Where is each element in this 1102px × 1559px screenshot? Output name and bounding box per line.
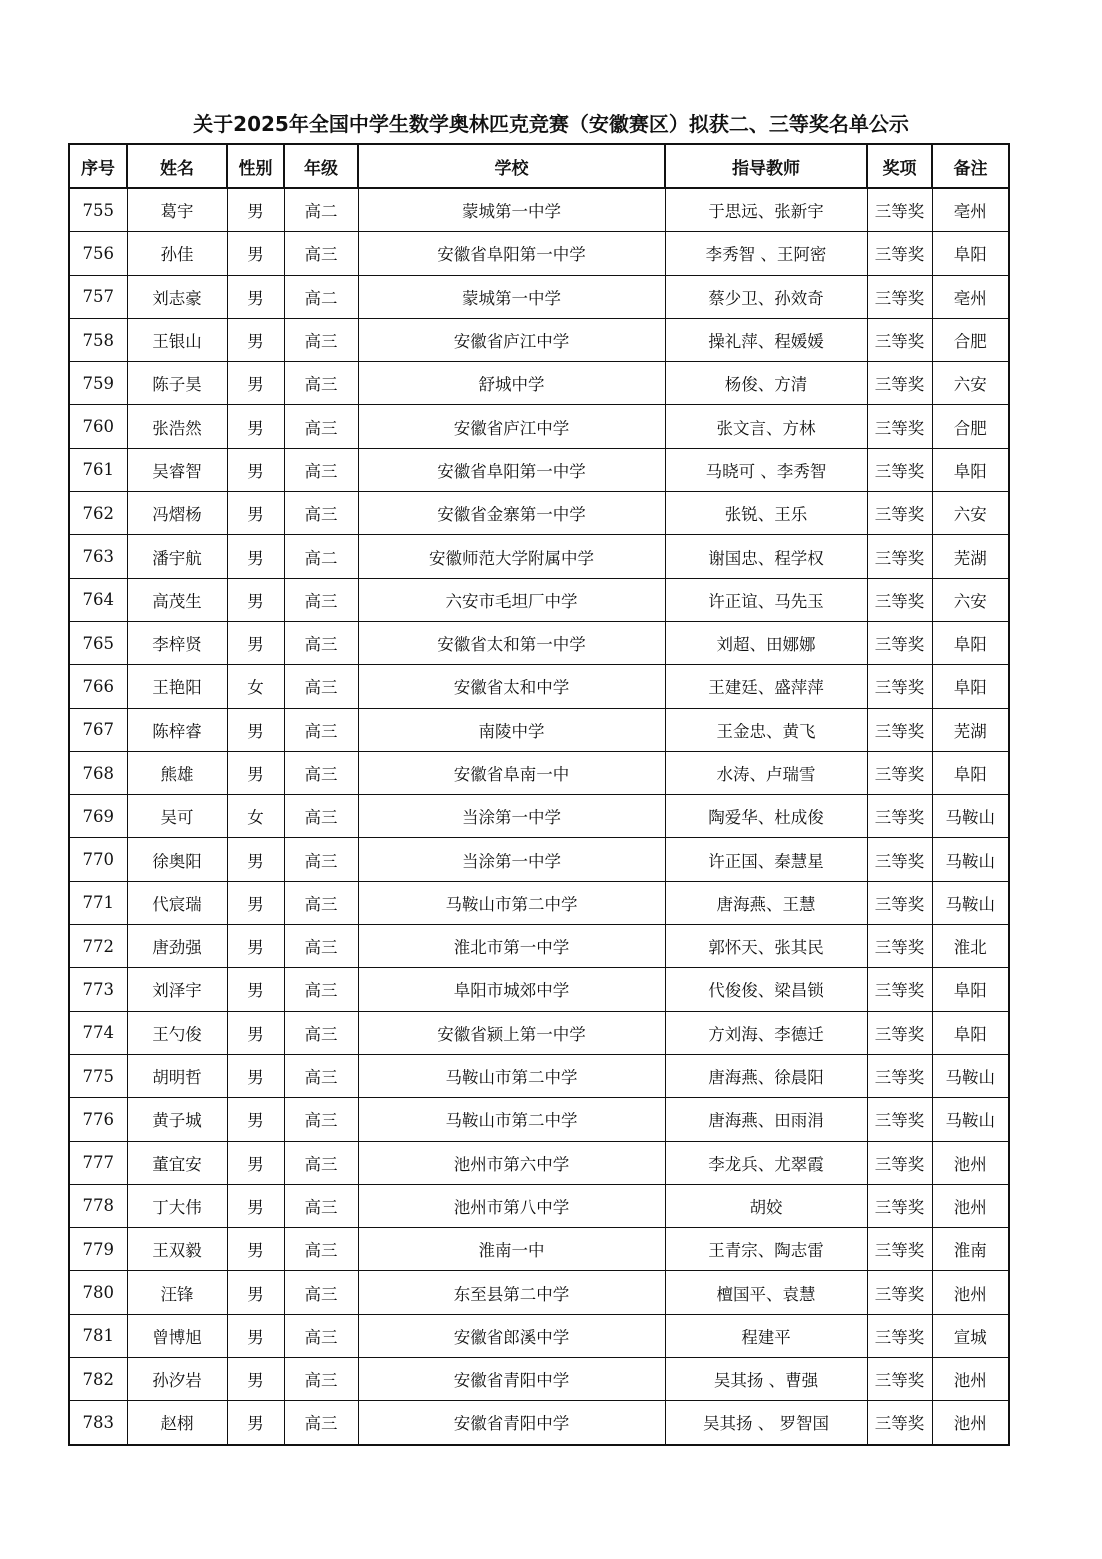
cell-instructor: 郭怀天、张其民 xyxy=(665,925,867,968)
cell-grade: 高二 xyxy=(284,188,358,232)
cell-name: 王银山 xyxy=(127,318,227,361)
cell-grade: 高三 xyxy=(284,1271,358,1314)
cell-school: 淮北市第一中学 xyxy=(358,925,665,968)
cell-school: 当涂第一中学 xyxy=(358,795,665,838)
table-row xyxy=(69,362,1009,405)
cell-gender: 女 xyxy=(227,665,284,708)
cell-school: 安徽省太和中学 xyxy=(358,665,665,708)
cell-serial-number: 765 xyxy=(69,621,127,664)
cell-school: 当涂第一中学 xyxy=(358,838,665,881)
cell-serial-number: 755 xyxy=(69,188,127,232)
cell-instructor: 刘超、田娜娜 xyxy=(665,621,867,664)
cell-grade: 高三 xyxy=(284,232,358,275)
cell-serial-number: 769 xyxy=(69,795,127,838)
cell-remark: 马鞍山 xyxy=(932,795,1009,838)
cell-school: 安徽省青阳中学 xyxy=(358,1401,665,1445)
cell-grade: 高三 xyxy=(284,578,358,621)
cell-instructor: 于思远、张新宇 xyxy=(665,188,867,232)
cell-instructor: 李龙兵、尤翠霞 xyxy=(665,1141,867,1184)
cell-name: 吴可 xyxy=(127,795,227,838)
cell-remark: 马鞍山 xyxy=(932,838,1009,881)
table-row xyxy=(69,751,1009,794)
cell-grade: 高三 xyxy=(284,838,358,881)
cell-award: 三等奖 xyxy=(867,275,932,318)
cell-name: 徐奥阳 xyxy=(127,838,227,881)
table-row xyxy=(69,1271,1009,1314)
cell-serial-number: 759 xyxy=(69,362,127,405)
cell-name: 冯熠杨 xyxy=(127,492,227,535)
cell-gender: 男 xyxy=(227,838,284,881)
cell-name: 吴睿智 xyxy=(127,448,227,491)
cell-serial-number: 771 xyxy=(69,881,127,924)
cell-name: 董宜安 xyxy=(127,1141,227,1184)
table-row xyxy=(69,1228,1009,1271)
cell-gender: 男 xyxy=(227,1401,284,1445)
cell-award: 三等奖 xyxy=(867,751,932,794)
cell-instructor: 张锐、王乐 xyxy=(665,492,867,535)
cell-award: 三等奖 xyxy=(867,492,932,535)
cell-name: 张浩然 xyxy=(127,405,227,448)
cell-serial-number: 782 xyxy=(69,1358,127,1401)
cell-grade: 高三 xyxy=(284,1401,358,1445)
cell-gender: 男 xyxy=(227,535,284,578)
cell-name: 曾博旭 xyxy=(127,1314,227,1357)
cell-school: 马鞍山市第二中学 xyxy=(358,1054,665,1097)
cell-grade: 高三 xyxy=(284,362,358,405)
cell-school: 阜阳市城郊中学 xyxy=(358,968,665,1011)
cell-gender: 男 xyxy=(227,751,284,794)
cell-serial-number: 772 xyxy=(69,925,127,968)
cell-gender: 男 xyxy=(227,1271,284,1314)
cell-instructor: 代俊俊、梁昌锁 xyxy=(665,968,867,1011)
cell-grade: 高三 xyxy=(284,405,358,448)
column-header-instructor: 指导教师 xyxy=(665,144,867,188)
cell-remark: 合肥 xyxy=(932,318,1009,361)
cell-serial-number: 767 xyxy=(69,708,127,751)
cell-remark: 阜阳 xyxy=(932,621,1009,664)
cell-serial-number: 775 xyxy=(69,1054,127,1097)
cell-serial-number: 776 xyxy=(69,1098,127,1141)
column-header-gender: 性别 xyxy=(227,144,284,188)
cell-name: 黄子城 xyxy=(127,1098,227,1141)
cell-name: 王艳阳 xyxy=(127,665,227,708)
cell-school: 安徽省金寨第一中学 xyxy=(358,492,665,535)
cell-school: 安徽师范大学附属中学 xyxy=(358,535,665,578)
cell-serial-number: 778 xyxy=(69,1184,127,1227)
cell-gender: 男 xyxy=(227,275,284,318)
cell-grade: 高三 xyxy=(284,448,358,491)
cell-grade: 高三 xyxy=(284,318,358,361)
cell-instructor: 胡姣 xyxy=(665,1184,867,1227)
column-header-award: 奖项 xyxy=(867,144,932,188)
cell-remark: 池州 xyxy=(932,1184,1009,1227)
cell-serial-number: 758 xyxy=(69,318,127,361)
table-row xyxy=(69,1054,1009,1097)
cell-award: 三等奖 xyxy=(867,925,932,968)
cell-grade: 高三 xyxy=(284,881,358,924)
cell-name: 汪锋 xyxy=(127,1271,227,1314)
cell-grade: 高三 xyxy=(284,795,358,838)
cell-name: 熊雄 xyxy=(127,751,227,794)
cell-school: 南陵中学 xyxy=(358,708,665,751)
column-header-name: 姓名 xyxy=(127,144,227,188)
cell-award: 三等奖 xyxy=(867,578,932,621)
cell-instructor: 檀国平、袁慧 xyxy=(665,1271,867,1314)
cell-remark: 六安 xyxy=(932,362,1009,405)
cell-remark: 六安 xyxy=(932,578,1009,621)
cell-gender: 男 xyxy=(227,708,284,751)
cell-gender: 男 xyxy=(227,1054,284,1097)
cell-grade: 高三 xyxy=(284,1184,358,1227)
cell-serial-number: 768 xyxy=(69,751,127,794)
table-row xyxy=(69,1184,1009,1227)
cell-remark: 阜阳 xyxy=(932,1011,1009,1054)
cell-gender: 男 xyxy=(227,925,284,968)
cell-grade: 高三 xyxy=(284,968,358,1011)
table-header-row xyxy=(69,144,1009,188)
cell-gender: 男 xyxy=(227,448,284,491)
cell-school: 舒城中学 xyxy=(358,362,665,405)
cell-gender: 男 xyxy=(227,1228,284,1271)
cell-grade: 高三 xyxy=(284,751,358,794)
table-row xyxy=(69,318,1009,361)
cell-instructor: 吴其扬 、 罗智国 xyxy=(665,1401,867,1445)
cell-gender: 男 xyxy=(227,1011,284,1054)
column-header-grade: 年级 xyxy=(284,144,358,188)
cell-school: 蒙城第一中学 xyxy=(358,188,665,232)
cell-gender: 男 xyxy=(227,492,284,535)
cell-name: 王勺俊 xyxy=(127,1011,227,1054)
cell-grade: 高三 xyxy=(284,1011,358,1054)
cell-serial-number: 764 xyxy=(69,578,127,621)
cell-school: 安徽省郎溪中学 xyxy=(358,1314,665,1357)
cell-grade: 高二 xyxy=(284,535,358,578)
page-title: 关于2025年全国中学生数学奥林匹克竞赛（安徽赛区）拟获二、三等奖名单公示 xyxy=(193,112,909,136)
cell-school: 安徽省阜南一中 xyxy=(358,751,665,794)
cell-name: 赵栩 xyxy=(127,1401,227,1445)
cell-remark: 亳州 xyxy=(932,188,1009,232)
cell-instructor: 许正谊、马先玉 xyxy=(665,578,867,621)
cell-gender: 男 xyxy=(227,1358,284,1401)
cell-award: 三等奖 xyxy=(867,1271,932,1314)
cell-instructor: 张文言、方林 xyxy=(665,405,867,448)
cell-award: 三等奖 xyxy=(867,1228,932,1271)
cell-award: 三等奖 xyxy=(867,795,932,838)
cell-award: 三等奖 xyxy=(867,1401,932,1445)
cell-remark: 池州 xyxy=(932,1141,1009,1184)
cell-remark: 阜阳 xyxy=(932,751,1009,794)
cell-name: 丁大伟 xyxy=(127,1184,227,1227)
cell-instructor: 唐海燕、徐晨阳 xyxy=(665,1054,867,1097)
cell-name: 胡明哲 xyxy=(127,1054,227,1097)
cell-grade: 高三 xyxy=(284,1141,358,1184)
cell-school: 马鞍山市第二中学 xyxy=(358,881,665,924)
cell-gender: 男 xyxy=(227,318,284,361)
table-row xyxy=(69,968,1009,1011)
table-row xyxy=(69,535,1009,578)
cell-grade: 高三 xyxy=(284,492,358,535)
table-row xyxy=(69,275,1009,318)
cell-name: 潘宇航 xyxy=(127,535,227,578)
cell-name: 刘志豪 xyxy=(127,275,227,318)
cell-grade: 高三 xyxy=(284,1098,358,1141)
cell-serial-number: 783 xyxy=(69,1401,127,1445)
cell-award: 三等奖 xyxy=(867,232,932,275)
cell-grade: 高三 xyxy=(284,708,358,751)
cell-instructor: 王金忠、黄飞 xyxy=(665,708,867,751)
cell-serial-number: 763 xyxy=(69,535,127,578)
cell-school: 池州市第八中学 xyxy=(358,1184,665,1227)
table-row xyxy=(69,838,1009,881)
cell-remark: 阜阳 xyxy=(932,968,1009,1011)
cell-award: 三等奖 xyxy=(867,535,932,578)
cell-school: 安徽省庐江中学 xyxy=(358,405,665,448)
cell-school: 安徽省青阳中学 xyxy=(358,1358,665,1401)
cell-gender: 男 xyxy=(227,621,284,664)
cell-serial-number: 781 xyxy=(69,1314,127,1357)
cell-name: 唐劲强 xyxy=(127,925,227,968)
cell-gender: 男 xyxy=(227,1314,284,1357)
cell-school: 安徽省阜阳第一中学 xyxy=(358,448,665,491)
cell-gender: 男 xyxy=(227,578,284,621)
table-row xyxy=(69,665,1009,708)
cell-instructor: 谢国忠、程学权 xyxy=(665,535,867,578)
cell-award: 三等奖 xyxy=(867,1098,932,1141)
cell-award: 三等奖 xyxy=(867,1141,932,1184)
cell-serial-number: 779 xyxy=(69,1228,127,1271)
cell-serial-number: 773 xyxy=(69,968,127,1011)
cell-instructor: 王青宗、陶志雷 xyxy=(665,1228,867,1271)
cell-name: 高茂生 xyxy=(127,578,227,621)
cell-serial-number: 757 xyxy=(69,275,127,318)
cell-serial-number: 762 xyxy=(69,492,127,535)
cell-award: 三等奖 xyxy=(867,1011,932,1054)
cell-school: 池州市第六中学 xyxy=(358,1141,665,1184)
column-header-remark: 备注 xyxy=(932,144,1009,188)
table-row xyxy=(69,881,1009,924)
cell-name: 孙汐岩 xyxy=(127,1358,227,1401)
cell-serial-number: 760 xyxy=(69,405,127,448)
cell-school: 安徽省庐江中学 xyxy=(358,318,665,361)
cell-serial-number: 766 xyxy=(69,665,127,708)
cell-remark: 池州 xyxy=(932,1401,1009,1445)
cell-award: 三等奖 xyxy=(867,665,932,708)
cell-school: 马鞍山市第二中学 xyxy=(358,1098,665,1141)
cell-instructor: 方刘海、李德迁 xyxy=(665,1011,867,1054)
table-row xyxy=(69,492,1009,535)
cell-name: 刘泽宇 xyxy=(127,968,227,1011)
cell-school: 淮南一中 xyxy=(358,1228,665,1271)
cell-award: 三等奖 xyxy=(867,838,932,881)
cell-gender: 女 xyxy=(227,795,284,838)
cell-name: 王双毅 xyxy=(127,1228,227,1271)
cell-award: 三等奖 xyxy=(867,1358,932,1401)
cell-instructor: 水涛、卢瑞雪 xyxy=(665,751,867,794)
table-row xyxy=(69,1358,1009,1401)
table-row xyxy=(69,1141,1009,1184)
cell-name: 葛宇 xyxy=(127,188,227,232)
cell-remark: 芜湖 xyxy=(932,535,1009,578)
cell-name: 陈梓睿 xyxy=(127,708,227,751)
cell-gender: 男 xyxy=(227,1098,284,1141)
cell-school: 安徽省颍上第一中学 xyxy=(358,1011,665,1054)
cell-instructor: 吴其扬 、曹强 xyxy=(665,1358,867,1401)
table-row xyxy=(69,1401,1009,1445)
cell-remark: 芜湖 xyxy=(932,708,1009,751)
cell-remark: 马鞍山 xyxy=(932,881,1009,924)
cell-name: 陈子昊 xyxy=(127,362,227,405)
table-row xyxy=(69,621,1009,664)
cell-instructor: 陶爱华、杜成俊 xyxy=(665,795,867,838)
cell-serial-number: 770 xyxy=(69,838,127,881)
cell-award: 三等奖 xyxy=(867,318,932,361)
cell-remark: 马鞍山 xyxy=(932,1098,1009,1141)
cell-serial-number: 774 xyxy=(69,1011,127,1054)
cell-serial-number: 780 xyxy=(69,1271,127,1314)
cell-school: 蒙城第一中学 xyxy=(358,275,665,318)
cell-serial-number: 761 xyxy=(69,448,127,491)
cell-gender: 男 xyxy=(227,1141,284,1184)
cell-grade: 高三 xyxy=(284,665,358,708)
cell-gender: 男 xyxy=(227,968,284,1011)
cell-gender: 男 xyxy=(227,405,284,448)
table-row xyxy=(69,925,1009,968)
cell-remark: 亳州 xyxy=(932,275,1009,318)
table-row xyxy=(69,578,1009,621)
cell-instructor: 唐海燕、王慧 xyxy=(665,881,867,924)
cell-school: 安徽省阜阳第一中学 xyxy=(358,232,665,275)
cell-award: 三等奖 xyxy=(867,188,932,232)
column-header-school: 学校 xyxy=(358,144,665,188)
cell-instructor: 操礼萍、程媛媛 xyxy=(665,318,867,361)
cell-grade: 高三 xyxy=(284,621,358,664)
cell-school: 东至县第二中学 xyxy=(358,1271,665,1314)
cell-grade: 高三 xyxy=(284,1054,358,1097)
cell-school: 安徽省太和第一中学 xyxy=(358,621,665,664)
cell-instructor: 蔡少卫、孙效奇 xyxy=(665,275,867,318)
table-row xyxy=(69,405,1009,448)
cell-remark: 宣城 xyxy=(932,1314,1009,1357)
table-row xyxy=(69,708,1009,751)
cell-instructor: 程建平 xyxy=(665,1314,867,1357)
cell-serial-number: 756 xyxy=(69,232,127,275)
cell-award: 三等奖 xyxy=(867,881,932,924)
cell-gender: 男 xyxy=(227,188,284,232)
cell-award: 三等奖 xyxy=(867,362,932,405)
table-row xyxy=(69,1314,1009,1357)
cell-instructor: 马晓可 、李秀智 xyxy=(665,448,867,491)
table-row xyxy=(69,232,1009,275)
cell-remark: 马鞍山 xyxy=(932,1054,1009,1097)
cell-remark: 六安 xyxy=(932,492,1009,535)
cell-instructor: 许正国、秦慧星 xyxy=(665,838,867,881)
cell-gender: 男 xyxy=(227,881,284,924)
cell-award: 三等奖 xyxy=(867,405,932,448)
table-row xyxy=(69,795,1009,838)
cell-remark: 淮北 xyxy=(932,925,1009,968)
cell-award: 三等奖 xyxy=(867,1184,932,1227)
cell-grade: 高三 xyxy=(284,1228,358,1271)
cell-gender: 男 xyxy=(227,362,284,405)
cell-instructor: 李秀智 、王阿密 xyxy=(665,232,867,275)
cell-award: 三等奖 xyxy=(867,621,932,664)
cell-award: 三等奖 xyxy=(867,968,932,1011)
cell-award: 三等奖 xyxy=(867,708,932,751)
cell-name: 李梓贤 xyxy=(127,621,227,664)
column-header-serial-number: 序号 xyxy=(69,144,127,188)
cell-school: 六安市毛坦厂中学 xyxy=(358,578,665,621)
award-table xyxy=(68,143,1010,1446)
cell-remark: 阜阳 xyxy=(932,448,1009,491)
table-body xyxy=(69,188,1009,1445)
cell-gender: 男 xyxy=(227,232,284,275)
cell-remark: 淮南 xyxy=(932,1228,1009,1271)
cell-remark: 合肥 xyxy=(932,405,1009,448)
cell-grade: 高三 xyxy=(284,1358,358,1401)
cell-name: 孙佳 xyxy=(127,232,227,275)
cell-award: 三等奖 xyxy=(867,1314,932,1357)
cell-award: 三等奖 xyxy=(867,1054,932,1097)
cell-grade: 高二 xyxy=(284,275,358,318)
cell-gender: 男 xyxy=(227,1184,284,1227)
cell-remark: 池州 xyxy=(932,1271,1009,1314)
cell-instructor: 唐海燕、田雨涓 xyxy=(665,1098,867,1141)
cell-instructor: 王建廷、盛萍萍 xyxy=(665,665,867,708)
cell-remark: 池州 xyxy=(932,1358,1009,1401)
table-row xyxy=(69,188,1009,232)
cell-grade: 高三 xyxy=(284,1314,358,1357)
table-row xyxy=(69,448,1009,491)
cell-remark: 阜阳 xyxy=(932,232,1009,275)
table-row xyxy=(69,1098,1009,1141)
cell-grade: 高三 xyxy=(284,925,358,968)
cell-award: 三等奖 xyxy=(867,448,932,491)
cell-name: 代宸瑞 xyxy=(127,881,227,924)
table-row xyxy=(69,1011,1009,1054)
cell-remark: 阜阳 xyxy=(932,665,1009,708)
cell-serial-number: 777 xyxy=(69,1141,127,1184)
cell-instructor: 杨俊、方清 xyxy=(665,362,867,405)
